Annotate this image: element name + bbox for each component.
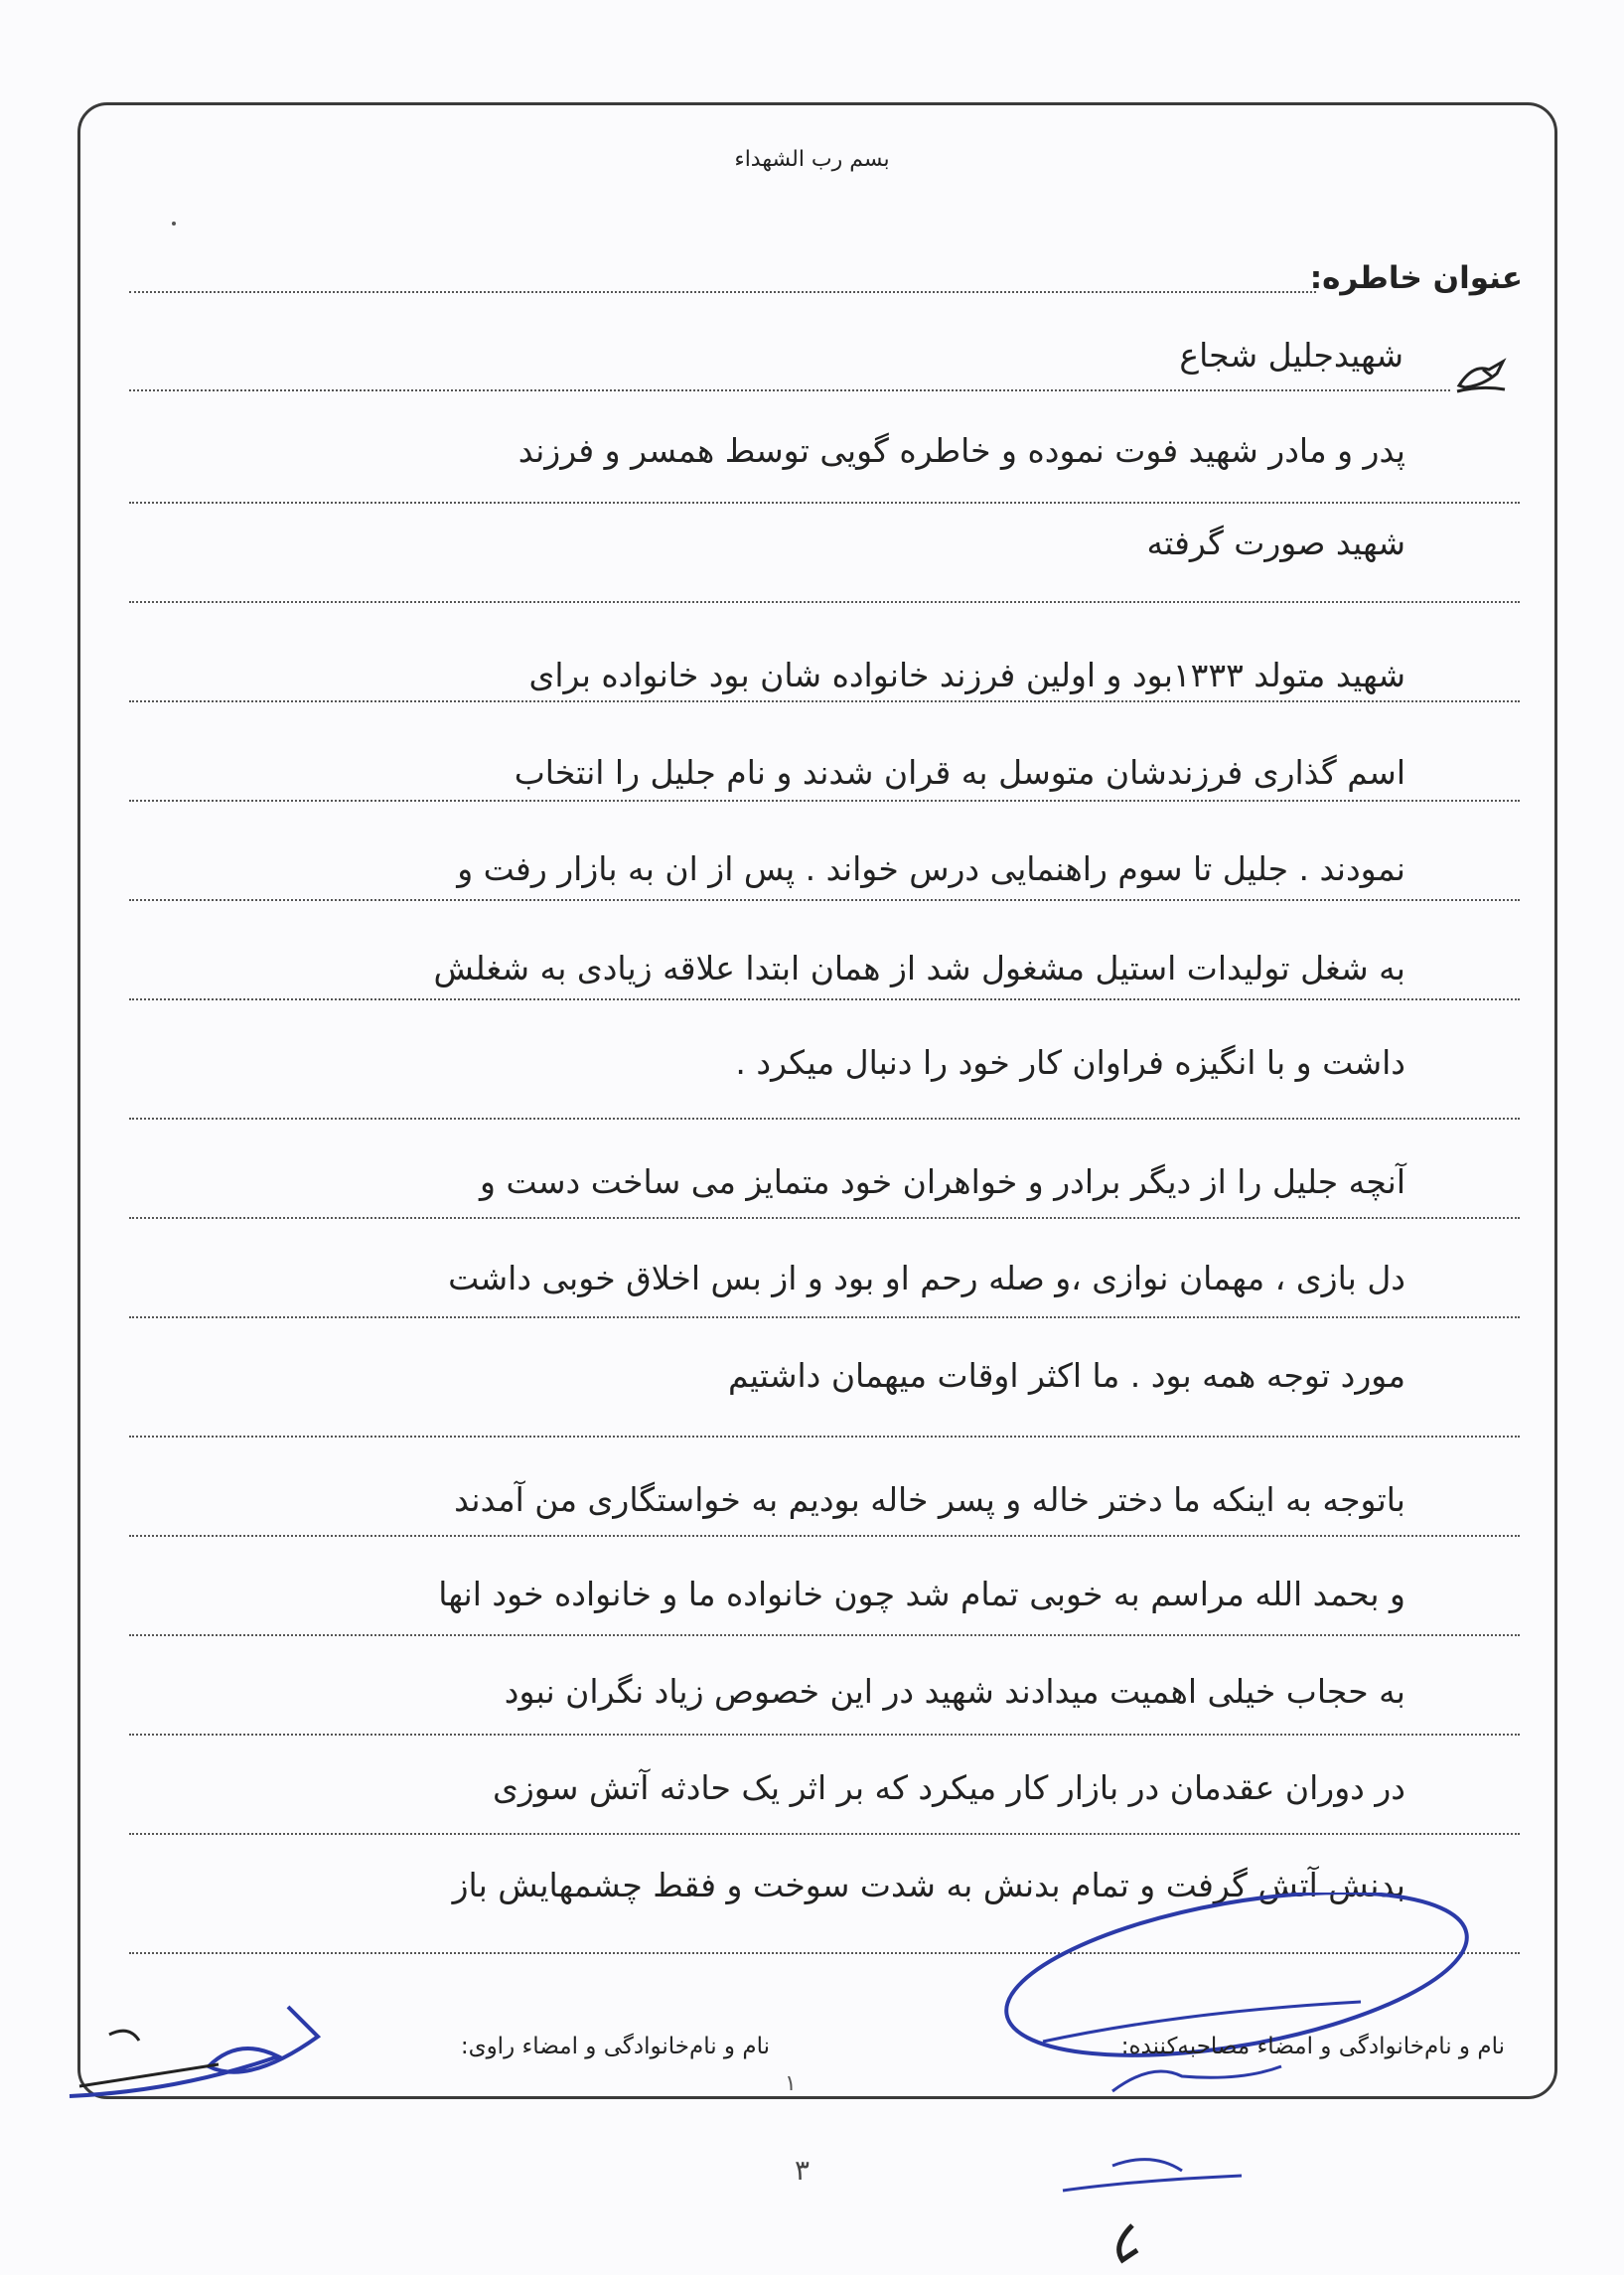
dotted-line	[129, 998, 1520, 1000]
dotted-line	[129, 601, 1520, 603]
dotted-line	[129, 1952, 1520, 1954]
memory-line: بدنش آتش گرفت و تمام بدنش به شدت سوخت و فقط چشمهایش باز	[452, 1866, 1405, 1904]
memory-line: شهید متولد ۱۳۳۳بود و اولین فرزند خانواده شان بود خانواده برای	[528, 656, 1405, 694]
dotted-line	[129, 1118, 1520, 1120]
dotted-line	[129, 1634, 1520, 1636]
stray-dot	[172, 222, 176, 226]
pen-writing-icon	[1453, 356, 1509, 395]
dotted-line	[129, 389, 1450, 391]
memory-line: مورد توجه همه بود . ما اکثر اوقات میهمان داشتیم	[727, 1356, 1405, 1395]
dotted-line	[129, 1734, 1520, 1736]
dotted-line	[129, 1535, 1520, 1537]
dotted-line	[129, 1217, 1520, 1219]
dotted-line	[129, 700, 1520, 702]
bottom-scribble	[1053, 2136, 1252, 2275]
memory-line: داشت و با انگیزه فراوان کار خود را دنبال میکرد .	[735, 1043, 1405, 1082]
narrator-label: نام و نام‌خانوادگی و امضاء راوی:	[460, 2034, 770, 2059]
dotted-line	[129, 1436, 1520, 1438]
dotted-line	[129, 291, 1316, 293]
dotted-line	[129, 1316, 1520, 1318]
memory-line: در دوران عقدمان در بازار کار میکرد که بر اثر یک حادثه آتش سوزی	[492, 1768, 1405, 1807]
dotted-line	[129, 1833, 1520, 1835]
memory-line: اسم گذاری فرزندشان متوسل به قران شدند و نام جلیل را انتخاب	[514, 753, 1405, 792]
memory-line: شهید صورت گرفته	[1146, 524, 1405, 562]
memory-line: به شغل تولیدات استیل مشغول شد از همان ابتدا علاقه زیادی به شغلش	[433, 949, 1405, 987]
page-number: ۳	[795, 2154, 811, 2187]
page-header: بسم رب الشهداء	[734, 147, 890, 172]
memory-line: دل بازی ، مهمان نوازی ،و صله رحم او بود و از بس اخلاق خوبی داشت	[448, 1259, 1405, 1297]
memory-line: نمودند . جلیل تا سوم راهنمایی درس خواند . پس از ان به بازار رفت و	[457, 849, 1405, 888]
memory-line: پدر و مادر شهید فوت نموده و خاطره گویی توسط همسر و فرزند	[517, 431, 1405, 470]
memory-subject: شهیدجلیل شجاع	[1179, 336, 1403, 375]
memory-line: باتوجه به اینکه ما دختر خاله و پسر خاله بودیم به خواستگاری من آمدند	[454, 1480, 1405, 1519]
dotted-line	[129, 800, 1520, 802]
dotted-line	[129, 899, 1520, 901]
interviewer-label: نام و نام‌خانوادگی و امضاء مصاحبه‌کننده:	[1120, 2034, 1505, 2059]
pencil-mark: ۱	[785, 2071, 797, 2096]
memory-line: و بحمد الله مراسم به خوبی تمام شد چون خانواده ما و خانواده خود انها	[438, 1575, 1405, 1613]
dotted-line	[129, 502, 1520, 504]
memory-line: به حجاب خیلی اهمیت میدادند شهید در این خصوص زیاد نگران نبود	[504, 1672, 1405, 1711]
title-label: عنوان خاطره:	[1309, 260, 1523, 296]
memory-line: آنچه جلیل را از دیگر برادر و خواهران خود متمایز می ساخت دست و	[480, 1162, 1405, 1201]
